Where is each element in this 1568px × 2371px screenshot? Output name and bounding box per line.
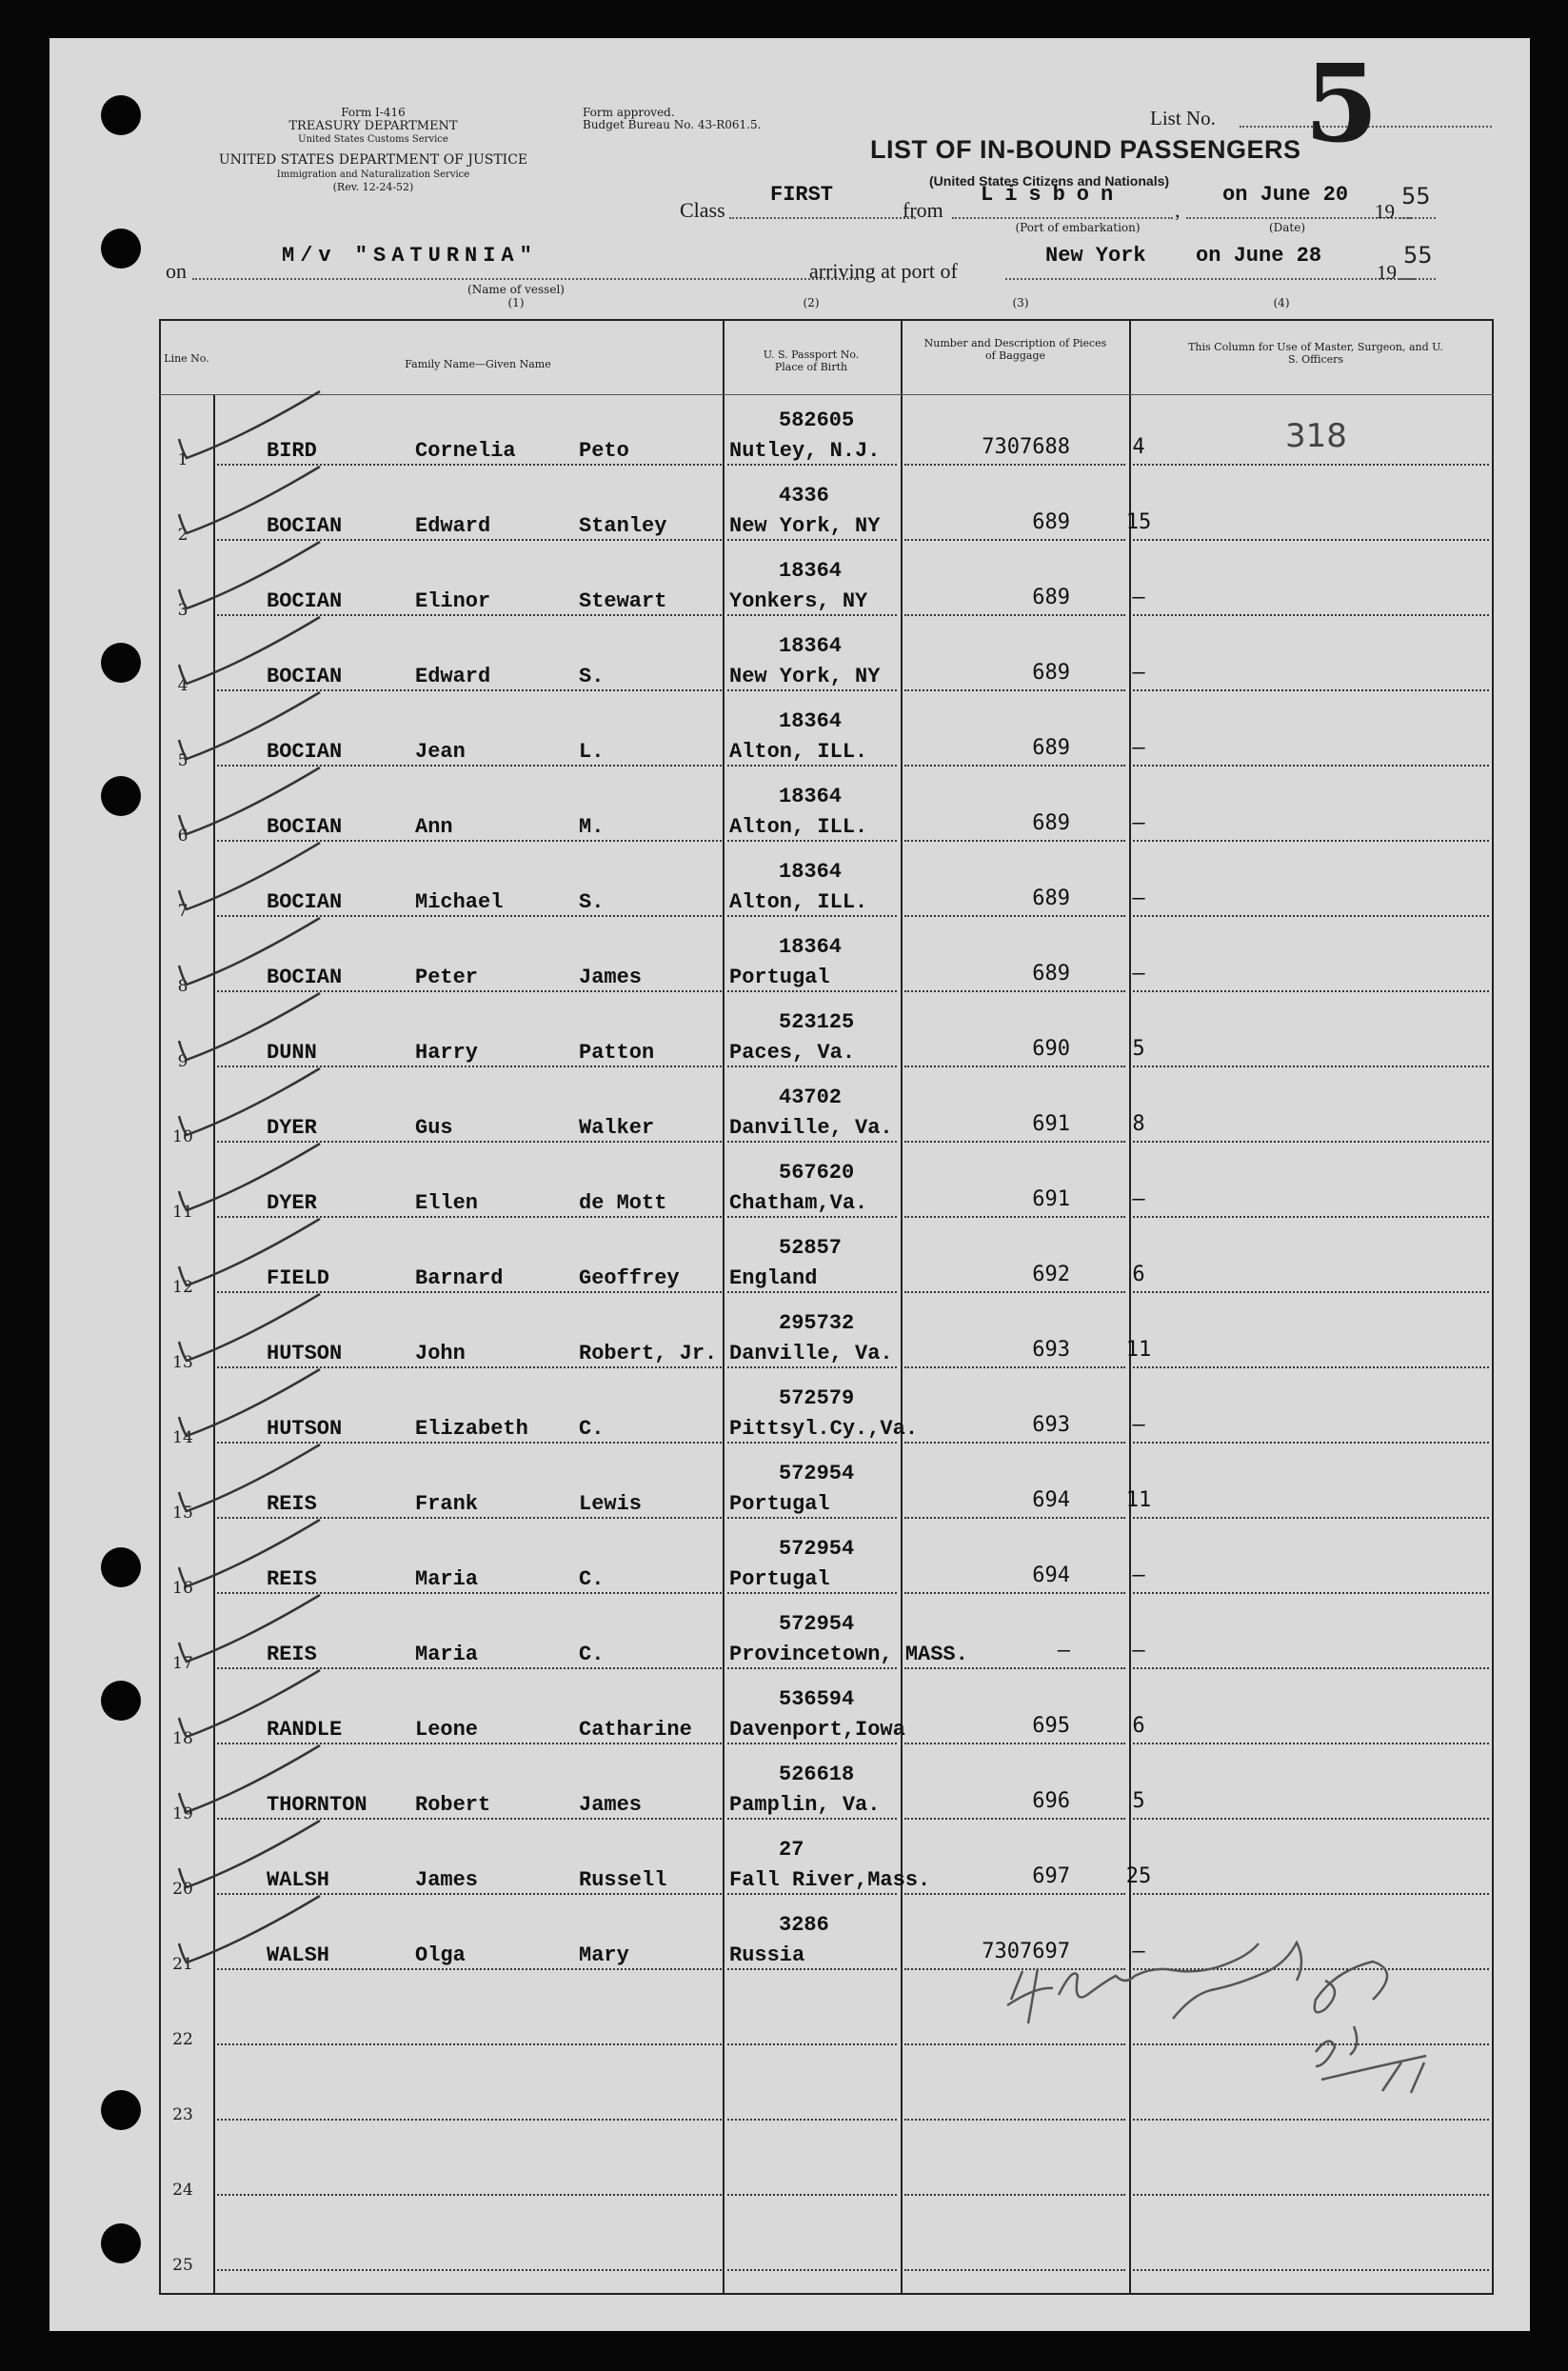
middle-name: Lewis (579, 1492, 643, 1516)
arriving-label: arriving at port of (809, 259, 958, 283)
middle-name: S. (579, 665, 605, 688)
family-name: HUTSON (267, 1342, 343, 1365)
family-name: BOCIAN (267, 665, 343, 688)
line-number: 7 (177, 902, 189, 921)
passport-number: 18364 (779, 709, 843, 733)
passport-number: 52857 (779, 1236, 843, 1260)
place-of-birth: Alton, ILL. (729, 740, 868, 764)
baggage-pieces: – (1132, 586, 1145, 609)
budget-bureau: Budget Bureau No. 43-R061.5. (583, 118, 762, 131)
given-name: Ellen (415, 1191, 479, 1215)
immigration-service: Immigration and Naturalization Service (276, 169, 470, 180)
form-approved: Form approved. (583, 106, 675, 119)
middle-name: Peto (579, 439, 629, 463)
family-name: DYER (267, 1116, 317, 1140)
family-name: RANDLE (267, 1718, 343, 1742)
family-name: BOCIAN (267, 815, 343, 839)
line-number: 14 (172, 1428, 193, 1447)
line-number: 5 (177, 751, 189, 770)
baggage-pieces: – (1132, 1564, 1145, 1587)
place-of-birth: Portugal (729, 966, 830, 989)
place-of-birth: Fall River,Mass. (729, 1868, 931, 1892)
header-line-no: Line No. (164, 352, 209, 365)
passport-number: 295732 (779, 1311, 855, 1335)
class-label: Class (680, 198, 725, 222)
line-number: 17 (172, 1654, 193, 1673)
form-subtitle: (United States Citizens and Nationals) (929, 173, 1170, 189)
middle-name: Patton (579, 1041, 655, 1065)
baggage-pieces: 8 (1132, 1112, 1145, 1136)
place-of-birth: Danville, Va. (729, 1342, 893, 1365)
family-name: FIELD (267, 1266, 330, 1290)
baggage-number: 695 (1032, 1714, 1070, 1738)
middle-name: L. (579, 740, 605, 764)
baggage-pieces: 5 (1132, 1037, 1145, 1061)
passport-number: 526618 (779, 1763, 855, 1786)
passport-number: 572954 (779, 1537, 855, 1561)
line-number: 19 (172, 1804, 193, 1823)
check-mark (179, 542, 320, 608)
header-baggage: Number and Description of Pieces of Baggage (923, 337, 1107, 362)
place-of-birth: Nutley, N.J. (729, 439, 881, 463)
family-name: DUNN (267, 1041, 317, 1065)
middle-name: Walker (579, 1116, 655, 1140)
place-of-birth: Portugal (729, 1492, 830, 1516)
baggage-number: 696 (1032, 1789, 1070, 1813)
family-name: THORNTON (267, 1793, 367, 1817)
passport-number: 18364 (779, 935, 843, 959)
passport-number: 567620 (779, 1161, 855, 1185)
baggage-number: 692 (1032, 1263, 1070, 1286)
given-name: Elizabeth (415, 1417, 528, 1441)
annotation-318: 318 (1285, 417, 1347, 455)
baggage-pieces: – (1132, 811, 1145, 835)
line-number: 15 (172, 1504, 193, 1523)
line-number: 1 (177, 450, 189, 469)
baggage-number: 690 (1032, 1037, 1070, 1061)
date-caption: (Date) (1268, 221, 1306, 234)
signature (1007, 1943, 1426, 2093)
family-name: DYER (267, 1191, 317, 1215)
year-2: 55 (1403, 242, 1433, 269)
given-name: Leone (415, 1718, 479, 1742)
baggage-pieces: 4 (1132, 435, 1145, 459)
manifest-page: Form I-416 TREASURY DEPARTMENT United States Customs Service UNITED STATES DEPARTMENT OF JUSTICE Immigration and Naturalization Service (Rev. 12-24-52) Form approved. Budget Bureau No. 43-R061.5. List No. 5 LIST OF IN-BOUND PASSENGERS (United States Citizens and Nationals) Class FIRST from Lisbon (Port of embarkation) , on June 20 (Date) 19 55 on M/v "SATURNIA" (Name of vessel) (1) arriving at port of New York on June 28 19 55 (2) (3) (4) Line No. Family Name—Given Name U. S. Passport No. Place of Birth Number and Description of Pieces of Baggage This Column for Use of Master, Surgeon, and U. S. Officers 318 1 BIRD Cornelia Peto 582605 Nutley, N.J. 7307688 4 2 BOCIAN Edward Stanley 4336 New York, NY 689 15 3 BOCIAN Elinor Stewart 18364 Yonkers, NY 689 – 4 BOCIAN Edward S. 18364 New York, NY 689 – 5 BOCIAN Jean L. 18364 Alton, ILL. 689 – 6 BOCIAN Ann M. 18364 Alton, ILL. 689 – 7 BOCIAN Michael S. 18364 Alton, ILL. 689 – 8 BOCIAN Peter James 18364 Portugal 689 – 9 DUNN Harry Patton 523125 Paces, Va. 690 5 10 DYER Gus Walker 43702 Danville, Va. 691 8 11 DYER Ellen de Mott 567620 Chatham,Va. 691 – 12 FIELD Barnard Geoffrey 52857 England 692 6 13 HUTSON John Robert, Jr. 295732 Danville, Va. 693 11 14 HUTSON Elizabeth C. 572579 Pittsyl.Cy.,Va. 693 – 15 REIS Frank Lewis 572954 Portugal 694 11 16 REIS Maria C. 572954 Portugal 694 – 17 REIS Maria C. 572954 Provincetown, MASS. – – 18 RANDLE Leone Catharine 536594 Davenport,Iowa 695 6 19 THORNTON Robert James 526618 Pamplin, Va. 696 5 20 WALSH James Russell 27 Fall River,Mass. 697 25 21 WALSH Olga Mary 3286 Russia 7307697 – 22 23 24 25 (50, 38, 1530, 2331)
line-number: 9 (177, 1052, 189, 1071)
passport-number: 27 (779, 1838, 804, 1862)
baggage-pieces: – (1132, 1639, 1145, 1663)
passport-number: 572954 (779, 1462, 855, 1485)
baggage-pieces: – (1132, 1187, 1145, 1211)
given-name: Peter (415, 966, 479, 989)
line-number: 18 (172, 1729, 193, 1748)
place-of-birth: Russia (729, 1943, 805, 1967)
middle-name: M. (579, 815, 605, 839)
line-number: 16 (172, 1579, 193, 1598)
family-name: BOCIAN (267, 890, 343, 914)
given-name: Jean (415, 740, 466, 764)
class-value: FIRST (770, 183, 834, 207)
baggage-number: 689 (1032, 962, 1070, 986)
baggage-number: 697 (1032, 1864, 1070, 1888)
check-mark (179, 993, 320, 1060)
passport-number: 572954 (779, 1612, 855, 1636)
line-number: 3 (177, 601, 189, 620)
baggage-number: 689 (1032, 887, 1070, 910)
middle-name: S. (579, 890, 605, 914)
check-mark (179, 1670, 320, 1737)
middle-name: James (579, 966, 643, 989)
family-name: REIS (267, 1567, 317, 1591)
middle-name: James (579, 1793, 643, 1817)
header-officers: This Column for Use of Master, Surgeon, and U. S. Officers (1188, 341, 1443, 366)
passport-number: 18364 (779, 634, 843, 658)
check-mark (179, 1896, 320, 1963)
check-mark (179, 767, 320, 834)
line-number: 6 (177, 827, 189, 846)
passport-number: 18364 (779, 785, 843, 808)
check-mark (179, 1595, 320, 1662)
given-name: Michael (415, 890, 504, 914)
embark-date: on June 20 (1222, 183, 1349, 207)
given-name: Harry (415, 1041, 479, 1065)
baggage-number: 691 (1032, 1187, 1070, 1211)
customs-service: United States Customs Service (298, 134, 448, 145)
middle-name: C. (579, 1567, 605, 1591)
baggage-pieces: 5 (1132, 1789, 1145, 1813)
given-name: Elinor (415, 589, 491, 613)
middle-name: C. (579, 1643, 605, 1666)
arrival-port: New York (1045, 244, 1146, 268)
passport-number: 4336 (779, 484, 829, 508)
passport-number: 43702 (779, 1086, 843, 1109)
line-number: 25 (172, 2256, 193, 2275)
baggage-pieces: 11 (1125, 1488, 1152, 1512)
given-name: Maria (415, 1643, 479, 1666)
middle-name: Robert, Jr. (579, 1342, 718, 1365)
place-of-birth: New York, NY (729, 514, 881, 538)
check-mark (179, 1821, 320, 1887)
given-name: Edward (415, 514, 491, 538)
header-name: Family Name—Given Name (405, 358, 551, 370)
column-4-caption: (4) (1273, 296, 1290, 309)
line-number: 12 (172, 1278, 193, 1297)
baggage-number: 689 (1032, 811, 1070, 835)
check-mark (179, 1144, 320, 1210)
given-name: Ann (415, 815, 453, 839)
from-label: from (903, 198, 943, 222)
passport-number: 582605 (779, 408, 855, 432)
middle-name: Russell (579, 1868, 667, 1892)
given-name: Frank (415, 1492, 479, 1516)
line-number: 8 (177, 977, 189, 996)
place-of-birth: Alton, ILL. (729, 890, 868, 914)
given-name: Robert (415, 1793, 491, 1817)
baggage-number: 7307688 (982, 435, 1070, 459)
place-of-birth: Provincetown, MASS. (729, 1643, 968, 1666)
from-caption: (Port of embarkation) (1015, 221, 1141, 234)
column-1-caption: (1) (507, 296, 525, 309)
check-mark (179, 1219, 320, 1285)
line-number: 4 (177, 676, 189, 695)
check-mark (179, 843, 320, 909)
family-name: HUTSON (267, 1417, 343, 1441)
passport-number: 18364 (779, 860, 843, 884)
year-prefix-2: 19 (1377, 261, 1397, 284)
line-number: 2 (177, 526, 189, 545)
line-number: 23 (172, 2105, 193, 2124)
given-name: Maria (415, 1567, 479, 1591)
check-mark (179, 617, 320, 684)
given-name: John (415, 1342, 466, 1365)
baggage-pieces: 6 (1132, 1263, 1145, 1286)
given-name: James (415, 1868, 479, 1892)
place-of-birth: Portugal (729, 1567, 830, 1591)
family-name: REIS (267, 1492, 317, 1516)
baggage-number: 693 (1032, 1338, 1070, 1362)
place-of-birth: New York, NY (729, 665, 881, 688)
handwritten-marks (50, 38, 1530, 2331)
family-name: BOCIAN (267, 740, 343, 764)
passport-number: 3286 (779, 1913, 829, 1937)
check-marks (179, 391, 320, 1963)
baggage-number: 689 (1032, 510, 1070, 534)
check-mark (179, 692, 320, 759)
middle-name: Stewart (579, 589, 667, 613)
baggage-number: 693 (1032, 1413, 1070, 1437)
check-mark (179, 1445, 320, 1511)
on-label: on (166, 259, 187, 283)
place-of-birth: Yonkers, NY (729, 589, 868, 613)
family-name: BOCIAN (267, 966, 343, 989)
baggage-pieces: – (1132, 962, 1145, 986)
line-number: 20 (172, 1880, 193, 1899)
check-mark (179, 1294, 320, 1361)
place-of-birth: Pittsyl.Cy.,Va. (729, 1417, 919, 1441)
treasury-dept: TREASURY DEPARTMENT (288, 119, 458, 133)
check-mark (179, 391, 320, 458)
baggage-pieces: – (1132, 1940, 1145, 1963)
middle-name: de Mott (579, 1191, 667, 1215)
line-number: 21 (172, 1955, 193, 1974)
passport-number: 572579 (779, 1386, 855, 1410)
family-name: WALSH (267, 1943, 330, 1967)
family-name: BOCIAN (267, 589, 343, 613)
given-name: Cornelia (415, 439, 516, 463)
family-name: REIS (267, 1643, 317, 1666)
passport-number: 18364 (779, 559, 843, 583)
line-number: 13 (172, 1353, 193, 1372)
baggage-number: – (1057, 1639, 1070, 1663)
place-of-birth: Danville, Va. (729, 1116, 893, 1140)
line-number: 22 (172, 2030, 193, 2049)
baggage-pieces: 11 (1125, 1338, 1152, 1362)
baggage-number: 689 (1032, 586, 1070, 609)
list-no-label: List No. (1150, 107, 1216, 130)
given-name: Gus (415, 1116, 453, 1140)
baggage-pieces: – (1132, 736, 1145, 760)
from-value: Lisbon (981, 183, 1125, 207)
year-1: 55 (1401, 183, 1431, 209)
line-number: 11 (172, 1203, 193, 1222)
check-mark (179, 918, 320, 985)
baggage-pieces: – (1132, 887, 1145, 910)
given-name: Edward (415, 665, 491, 688)
column-3-caption: (3) (1012, 296, 1029, 309)
year-prefix: 19 (1375, 200, 1395, 223)
check-mark (179, 1745, 320, 1812)
middle-name: Stanley (579, 514, 667, 538)
justice-dept: UNITED STATES DEPARTMENT OF JUSTICE (218, 152, 528, 168)
list-number: 5 (1304, 42, 1379, 167)
check-mark (179, 1068, 320, 1135)
baggage-pieces: – (1132, 661, 1145, 685)
middle-name: Mary (579, 1943, 629, 1967)
check-mark (179, 1520, 320, 1586)
place-of-birth: Paces, Va. (729, 1041, 856, 1065)
baggage-number: 689 (1032, 661, 1070, 685)
baggage-number: 7307697 (982, 1940, 1070, 1963)
passport-number: 523125 (779, 1010, 855, 1034)
baggage-number: 689 (1032, 736, 1070, 760)
place-of-birth: Davenport,Iowa (729, 1718, 905, 1742)
check-mark (179, 1369, 320, 1436)
place-of-birth: Chatham,Va. (729, 1191, 868, 1215)
header-passport: U. S. Passport No. Place of Birth (763, 349, 860, 373)
baggage-pieces: 25 (1125, 1864, 1152, 1888)
middle-name: C. (579, 1417, 605, 1441)
form-number: Form I-416 (341, 106, 406, 119)
arrival-date: on June 28 (1196, 244, 1322, 268)
baggage-pieces: 15 (1125, 510, 1152, 534)
line-number: 24 (172, 2181, 193, 2200)
place-of-birth: England (729, 1266, 818, 1290)
baggage-pieces: 6 (1132, 1714, 1145, 1738)
vessel-name: M/v "SATURNIA" (282, 244, 538, 268)
place-of-birth: Alton, ILL. (729, 815, 868, 839)
column-2-caption: (2) (803, 296, 820, 309)
family-name: BIRD (267, 439, 317, 463)
passport-number: 536594 (779, 1687, 855, 1711)
middle-name: Catharine (579, 1718, 692, 1742)
place-of-birth: Pamplin, Va. (729, 1793, 881, 1817)
vessel-caption: (Name of vessel) (467, 283, 565, 296)
middle-name: Geoffrey (579, 1266, 680, 1290)
baggage-number: 694 (1032, 1564, 1070, 1587)
baggage-number: 691 (1032, 1112, 1070, 1136)
form-title: LIST OF IN-BOUND PASSENGERS (870, 135, 1301, 164)
baggage-pieces: – (1132, 1413, 1145, 1437)
given-name: Barnard (415, 1266, 504, 1290)
line-number: 10 (172, 1127, 193, 1146)
given-name: Olga (415, 1943, 466, 1967)
check-mark (179, 467, 320, 533)
family-name: WALSH (267, 1868, 330, 1892)
family-name: BOCIAN (267, 514, 343, 538)
baggage-number: 694 (1032, 1488, 1070, 1512)
revision-date: (Rev. 12-24-52) (332, 181, 414, 193)
